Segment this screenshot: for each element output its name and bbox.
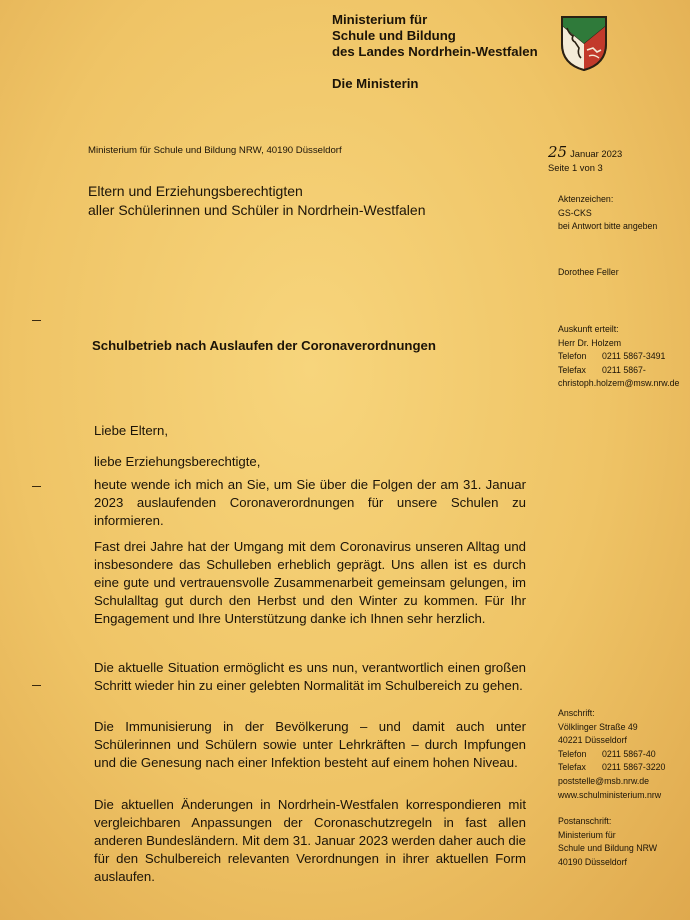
letter-subject: Schulbetrieb nach Auslaufen der Coronaverordnungen xyxy=(92,338,436,353)
contact-block xyxy=(558,323,679,391)
phone-number: 0211 5867-40 xyxy=(602,748,656,759)
body-paragraph: Die aktuellen Änderungen in Nordrhein-Westfalen korrespondieren mit vergleichbaren Anpassungen der Coronaschutzregeln in fast allen anderen Bundesländern. Mit dem 31. Januar 2023 werden daher auch die für den Schulbereich relevanten Verordnungen in ihrer aktuellen Form auslaufen. xyxy=(94,797,526,884)
fold-mark xyxy=(32,685,41,686)
body-paragraph: heute wende ich mich an Sie, um Sie über die Folgen der am 31. Januar 2023 auslaufenden Coronaverordnungen für unsere Schulen zu informieren. xyxy=(94,477,526,528)
return-address-line: Ministerium für Schule und Bildung NRW, 40190 Düsseldorf xyxy=(88,145,342,156)
minister-title: Die Ministerin xyxy=(332,76,419,91)
website-link[interactable]: www.schulministerium.nrw xyxy=(558,789,662,800)
address-city: 40221 Düsseldorf xyxy=(558,735,627,746)
reference-note: bei Antwort bitte angeben xyxy=(558,221,658,232)
fax-label: Telefax xyxy=(558,364,586,375)
body-paragraph: Die Immunisierung in der Bevölkerung – und damit auch unter Schülerinnen und Schülern sowie unter Lehrkräften – durch Impfungen und die Genesung nach einer Infektion besteht auf einem hohen Niveau. xyxy=(94,719,526,770)
contact-fax xyxy=(558,364,679,378)
address-block xyxy=(558,707,665,802)
fax-number: 0211 5867- xyxy=(602,364,646,375)
page-indicator: Seite 1 von 3 xyxy=(548,162,603,173)
body-paragraph: Fast drei Jahre hat der Umgang mit dem Coronavirus unseren Alltag und insbesondere das Schulleben erheblich geprägt. Uns allen ist es durch eine gute und vertrauensvolle Zusammenarbeit gemeinsam gelungen, im Schulalltag gut durch den Herbst und den Winter zu kommen. Für Ihr Engagement und Ihre Unterstützung danke ich Ihnen sehr herzlich. xyxy=(94,539,526,626)
postal-line: Ministerium für xyxy=(558,829,616,840)
recipient-block xyxy=(88,182,425,220)
postal-address-block xyxy=(558,815,657,869)
recipient-line: Eltern und Erziehungsberechtigten xyxy=(88,183,303,199)
contact-phone xyxy=(558,350,679,364)
fold-mark xyxy=(32,320,41,321)
fax-label: Telefax xyxy=(558,762,586,773)
address-label: Anschrift: xyxy=(558,708,595,718)
phone-label: Telefon xyxy=(558,351,587,362)
body-paragraph: Die aktuelle Situation ermöglicht es uns nun, verantwortlich einen großen Schritt wieder hin zu einer gelebten Normalität im Schulbereich zu gehen. xyxy=(94,660,526,693)
fax-number: 0211 5867-3220 xyxy=(602,762,666,773)
reference-value: GS-CKS xyxy=(558,207,592,218)
postal-line: Schule und Bildung NRW xyxy=(558,843,658,854)
postal-line: 40190 Düsseldorf xyxy=(558,856,627,867)
phone-number: 0211 5867-3491 xyxy=(602,351,666,362)
ministry-name-line: des Landes Nordrhein-Westfalen xyxy=(332,44,538,59)
ministry-name-line: Schule und Bildung xyxy=(332,28,456,43)
nrw-coat-of-arms-icon xyxy=(559,14,609,72)
reference-label: Aktenzeichen: xyxy=(558,194,614,204)
punch-mark xyxy=(32,486,41,487)
address-email-link[interactable]: poststelle@msb.nrw.de xyxy=(558,775,650,786)
letter-date xyxy=(548,145,622,161)
postal-label: Postanschrift: xyxy=(558,816,612,826)
ministry-name-line: Ministerium für xyxy=(332,12,428,27)
phone-label: Telefon xyxy=(558,748,587,759)
greeting-line: liebe Erziehungsberechtigte, xyxy=(94,454,261,469)
address-phone xyxy=(558,748,665,762)
contact-name: Herr Dr. Holzem xyxy=(558,337,622,348)
address-street: Völklinger Straße 49 xyxy=(558,721,638,732)
signatory-name: Dorothee Feller xyxy=(558,267,619,277)
ministry-name xyxy=(332,12,538,60)
month-year: Januar 2023 xyxy=(570,148,623,159)
reference-block xyxy=(558,193,657,234)
contact-label: Auskunft erteilt: xyxy=(558,324,619,334)
greeting-line: Liebe Eltern, xyxy=(94,423,169,438)
recipient-line: aller Schülerinnen und Schüler in Nordrhein-Westfalen xyxy=(88,202,426,218)
contact-email-link[interactable]: christoph.holzem@msw.nrw.de xyxy=(558,378,680,389)
address-fax xyxy=(558,761,665,775)
handwritten-day: 25 xyxy=(548,143,568,161)
date-block xyxy=(548,145,622,175)
